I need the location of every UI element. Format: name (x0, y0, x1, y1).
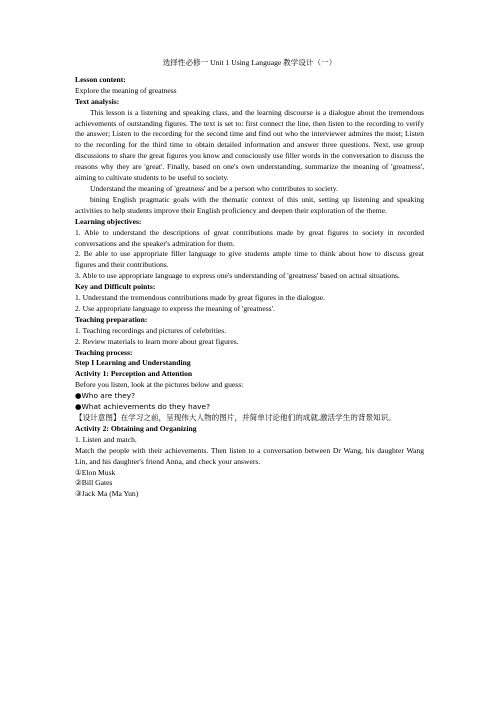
bullet-question: ●Who are they? (75, 391, 136, 401)
activity-2-heading: Activity 2: Obtaining and Organizing (75, 423, 197, 433)
teaching-preparation-item: 1. Teaching recordings and pictures of celebrities. (75, 325, 227, 335)
person-list-item: ③Jack Ma (Ma Yun) (75, 489, 139, 499)
learning-objective-item: 2. Be able to use appropriate filler language to give students ample time to think about how to discuss great figures and their contributions. (75, 249, 424, 270)
person-list-item: ①Elon Musk (75, 467, 116, 477)
person-list-item: ②Bill Gates (75, 478, 113, 488)
activity-1-heading: Activity 1: Perception and Attention (75, 369, 193, 379)
activity-2-task: 1. Listen and match. (75, 434, 137, 444)
activity-1-intro: Before you listen, look at the pictures below and guess: (75, 380, 244, 390)
activity-2-instructions: Match the people with their achievements. Then listen to a conversation between Dr Wang, his daughter Wang Lin, and his daughter's friend Anna, and check your answers. (75, 445, 424, 466)
learning-objective-item: 3. Able to use appropriate language to express one's understanding of 'greatness' based on actual situations. (75, 271, 400, 281)
lesson-content-text: Explore the meaning of greatness (75, 85, 177, 95)
key-point-item: 1. Understand the tremendous contributions made by great figures in the dialogue. (75, 293, 325, 303)
teaching-process-heading: Teaching process: (75, 347, 133, 357)
text-analysis-paragraph: bining English pragmatic goals with the thematic context of this unit, setting up listening and speaking activities to help students improve their English proficiency and deepen their exploration of the theme. (75, 194, 424, 215)
document-title: 选择性必修一 Unit 1 Using Language 教学设计（一） (162, 58, 337, 67)
teaching-preparation-heading: Teaching preparation: (75, 314, 148, 324)
key-points-heading: Key and Difficult points: (75, 282, 156, 292)
step-heading: Step I Learning and Understanding (75, 358, 191, 368)
learning-objectives-heading: Learning objectives: (75, 216, 142, 226)
design-intent-note: 【设计意图】在学习之前，呈现伟大人物的图片，并简单讨论他们的成就,激活学生的背景知识。 (75, 413, 396, 422)
text-analysis-heading: Text analysis: (75, 96, 120, 106)
teaching-preparation-item: 2. Review materials to learn more about great figures. (75, 336, 239, 346)
bullet-question: ●What achievements do they have? (75, 402, 211, 412)
key-point-item: 2. Use appropriate language to express the meaning of 'greatness'. (75, 303, 275, 313)
learning-objective-item: 1. Able to understand the descriptions of great contributions made by great figures to society in recorded conversations and the speaker's admiration for them. (75, 227, 424, 248)
text-analysis-paragraph: This lesson is a listening and speaking class, and the learning discourse is a dialogue about the tremendous achievements of outstanding figures. The text is set to: first connect the line, then listen to the recording to verify the answer; Listen to the recording for the second time and find out who the interviewer admires the most; Listen to the recording for the third time to obtain detailed information and answer three questions. Next, use group discussions to share the great figures you know and consciously use filler words in the conversation to discuss the reasons why they are 'great'. Finally, based on one's own understanding, summarize the meaning of 'greatness', aiming to cultivate students to be useful to society. (75, 107, 424, 183)
text-analysis-paragraph: Understand the meaning of 'greatness' and be a person who contributes to society. (90, 183, 338, 193)
document-page (75, 58, 424, 500)
lesson-content-heading: Lesson content: (75, 74, 126, 84)
